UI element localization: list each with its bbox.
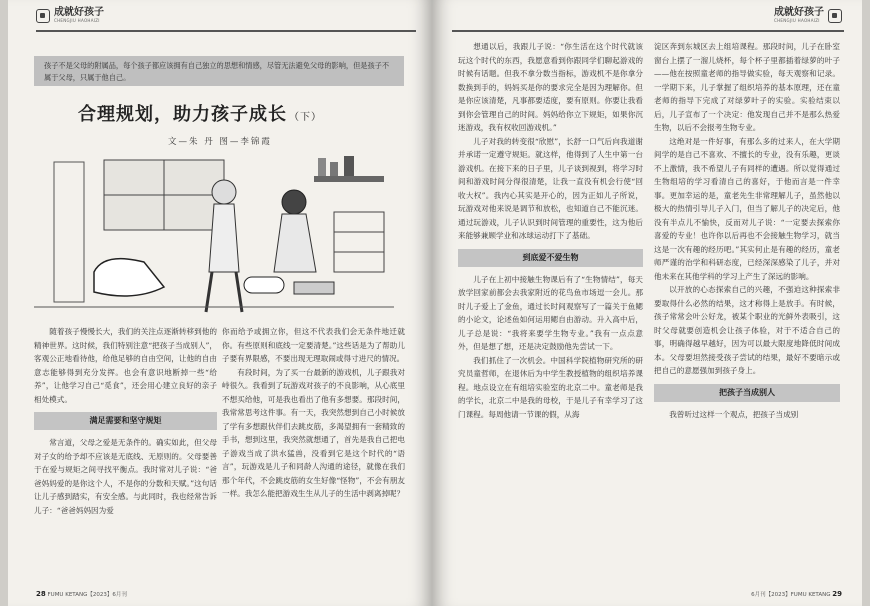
- paragraph: 随着孩子慢慢长大，我们的关注点逐渐转移到他的精神世界。这时候，我们特别注意“把孩子当成别人”，客观公正地看待他，给他足够的自由空间，让他的自由意志能够得到充分发挥。也会有意识地断掉一些“给养”，让他学习自己“觅食”，还会用心建立良好的亲子相处模式。: [34, 327, 217, 404]
- header-rule: [452, 30, 844, 32]
- header-logo-sub: CHENGJIU HAOHAIZI: [774, 18, 820, 23]
- paragraph: 这绝对是一件好事，有那么多的过来人，在大学期间学的是自己不喜欢、不擅长的专业，没有乐趣，更谈不上激情，我不希望儿子有同样的遭遇。所以觉得通过生物组培的学习看清自己的喜好，于他而言是一件幸事。更加幸运的是，童老先生非常理解儿子，虽然他以极大的热情引导儿子入门，但当了解儿子的决定后，他没有半点儿不愉快，反而对儿子说：“一定要去探索你喜爱的专业！也许你以后再也不会接触生物学习，就当这是一次有趣的经历吧。”其实何止是有趣的经历，童老师严谨的治学和科研态度，已经深深感染了儿子，并对他未来在其他学科的学习上产生了深远的影响。: [654, 136, 840, 281]
- article-title: [78, 100, 322, 126]
- paragraph: 淀区奔到东城区去上组培课程。那段时间，儿子在卧室窗台上摆了一溜儿烧杯，每个杯子里都插着绿萝的叶子——他在按照童老师的指导做实验，每天观察和记录。一学期下来，儿子掌握了组织培养的基本原理，还在童老师的指导下完成了对绿萝叶子的实验。实验结束以后，儿子宣布了一个决定：他发现自己并不是那么热爱生物，以后不会报考生物专业。: [654, 42, 840, 132]
- right-page: [432, 0, 862, 606]
- left-column-2: [222, 325, 405, 501]
- paragraph: 儿子对我的转变很“欣慰”，长舒一口气后向我道谢并承诺一定遵守规矩。就这样，他得到了人生中第一台游戏机。在接下来的日子里，儿子谈到视到，将学习时间和游戏时间分得很清楚，让我一直没有机会行使“回收大权”。我内心其实是开心的，因为正如儿子所说，玩游戏对他来说是调节和放松，也知道自己不能沉迷。通过玩游戏，儿子认识到时间管理的重要性，这为他后来能够兼顾学业和冰球运动打下了基础。: [458, 136, 643, 240]
- right-header: [774, 8, 842, 23]
- left-header: [36, 8, 104, 23]
- header-logo-text: 成就好孩子: [774, 7, 824, 18]
- section-heading: 把孩子当成别人: [654, 384, 840, 402]
- paragraph: 我曾听过这样一个观点，把孩子当成别: [669, 409, 799, 419]
- left-page-number: 28: [36, 590, 46, 598]
- paragraph: 常言道，父母之爱是无条件的。确实如此，但父母对子女的给予却不应该是无底线、无原则的。父母要善于在爱与规矩之间寻找平衡点。我时常对儿子说：“爸爸妈妈爱的是你这个人，不是你的分数和天赋。”这句话让儿子感到踏实，有安全感。与此同时，我也经常告诉儿子：“爸爸妈妈因为爱: [34, 438, 217, 515]
- section-heading: 到底爱不爱生物: [458, 249, 643, 267]
- paragraph: 你而给予或拥立你，但这不代表我们会无条件地迁就你。有些原则和底线一定要清楚。”这些话是为了帮助儿子要有界限感，不要出现无理取闹或得寸进尺的情况。: [222, 327, 405, 363]
- section-heading: 满足需要和坚守规矩: [34, 412, 217, 430]
- left-column-1: [34, 325, 217, 517]
- header-rule: [36, 30, 416, 32]
- magazine-logo-icon: [36, 9, 50, 23]
- left-footer-text: FUMU KETANG【2023】6月刊: [47, 592, 127, 598]
- right-page-number: 29: [832, 590, 842, 598]
- right-column-2: [654, 40, 840, 421]
- header-logo-text: 成就好孩子: [54, 7, 104, 18]
- left-footer: [36, 590, 127, 598]
- article-byline: 文—朱 丹 图—李锦霞: [168, 137, 272, 147]
- header-logo-sub: CHENGJIU HAOHAIZI: [54, 18, 100, 23]
- right-footer: [751, 590, 842, 598]
- paragraph: 儿子在上初中接触生物课后有了“生物情结”，每天放学回家前都会去我家附近的花鸟鱼市场逗一会儿。那时儿子爱上了金鱼，通过长时间观察写了一篇关于鱼鳃的小论文，论述鱼如何运用鳃自由游动。升入高中后，儿子总是说：“我将来要学生物专业。”我有一点点意外，但是想了想，还是决定鼓励他先尝试一下。: [458, 274, 643, 351]
- right-footer-text: 6月刊【2023】FUMU KETANG: [751, 592, 831, 598]
- paragraph: 以开放的心态探索自己的兴趣，不强迫这种探索非要取得什么必然的结果，这才称得上是放手。有时候，孩子常常会叶公好龙，被某个职业的光鲜外表吸引，这时父母就要创造机会让孩子体验，对于不适合自己的事，明确得越早越好，因为可以最大限度地降低时间成本。父母要坦然接受孩子尝试的结果，最好不要暗示或把自己的意愿强加到孩子身上。: [654, 285, 840, 375]
- paragraph: 有段时间，为了买一台最新的游戏机，儿子跟我对峙很久。我看到了玩游戏对孩子的不良影响，从心底里不想买给他，可是我也看出了他有多想要。那段时间，我常常思考这件事。有一天，我突然想到自己小时候放了学有多想跟伙伴们去跳皮筋，多渴望拥有一套精致的手书，想到这里，我突然就想通了，首先是我自己把电子游戏当成了洪水猛兽，没看到它是这个时代的“语言”，玩游戏是儿子和同龄人沟通的途径，就像在我们那个年代，不会跳皮筋的女生好像“怪物”，不会有朋友一样。我怎么能把游戏生生从儿子的生活中剥离掉呢？: [222, 367, 405, 498]
- paragraph: 我们抓住了一次机会。中国科学院植物研究所的研究员童哲师，在退休后为中学生教授植物的组织培养课程。地点设立在有组培实验室的北京二中。童老师是我的学长，北京二中是我的母校，于是儿子有幸学习了这门课程。每周他请一节课的假，从海: [458, 355, 643, 419]
- article-title-main: 合理规划，助力孩子成长: [78, 104, 287, 125]
- paragraph: 想通以后，我跟儿子说：“你生活在这个时代就该玩这个时代的东西，我愿意看到你跟同学们聊起游戏的时候有话题。但我不拿分数当指标，游戏机不是你拿分数换到手的，妈妈买是你的要求完全是因为理解你。但是你应该清楚，凡事都要适度，要有原则。你要让我看到你会管理自己的时间。妈妈给你立下规矩，如果你沉迷游戏，我有权收回游戏机。”: [458, 42, 643, 132]
- article-title-suffix: （下）: [289, 112, 322, 123]
- intro-box: 孩子不是父母的附属品，每个孩子都应该拥有自己独立的思想和情感，尽管无法避免父母的影响，但是孩子不属于父母，只属于他自己。: [34, 56, 404, 86]
- magazine-logo-icon: [828, 9, 842, 23]
- right-column-1: [458, 40, 643, 421]
- article-illustration: [34, 152, 394, 320]
- magazine-spread: [8, 0, 862, 606]
- left-page: [8, 0, 432, 606]
